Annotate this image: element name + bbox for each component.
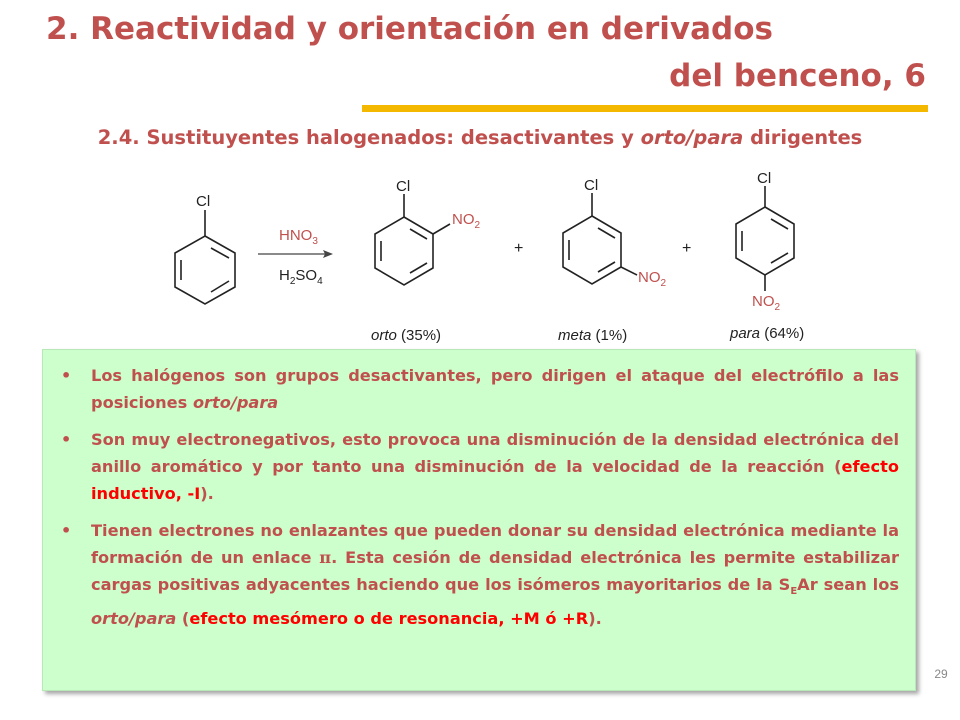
bullet-item-3 (53, 517, 899, 632)
bullet-marker: • (61, 521, 72, 540)
ortho-cl-label: Cl (396, 178, 411, 195)
bullet-2-text: Son muy electronegativos, esto provoca una disminución de la densidad electrónica del anillo aromático y por tanto una disminución de la velocidad de la reacción ( (91, 430, 899, 476)
page-number: 29 (934, 667, 948, 681)
slide-title-line-1: 2. Reactividad y orientación en derivados (46, 11, 773, 47)
bullet-3-italic: orto/para (91, 609, 177, 628)
meta-no2-label: $NO_2$ (638, 269, 667, 289)
bullet-1-text: Los halógenos son grupos desactivantes, pero dirigen el ataque del electrófilo a las posiciones (91, 366, 899, 412)
slide-subtitle (0, 126, 960, 149)
nitration-reaction-scheme (0, 160, 960, 350)
bullet-2-highlight: efecto inductivo, -I (91, 457, 899, 503)
bullet-marker: • (61, 366, 72, 385)
bullet-item-2 (53, 426, 899, 507)
title-underline-rule (362, 105, 928, 112)
bullet-3-end: ). (588, 609, 602, 628)
slide-title (40, 6, 930, 100)
reaction-arrow (258, 250, 333, 258)
bullet-item-1 (53, 362, 899, 416)
bullet-3-text-2: . Esta cesión de densidad electrónica les permite estabilizar cargas positivas adyacentes haciendo que los isómeros mayoritarios de la S (91, 548, 899, 594)
ortho-no2-label: $NO_2$ (452, 211, 481, 231)
bullet-1-italic: orto/para (192, 393, 279, 412)
para-product-structure (736, 186, 794, 291)
chlorobenzene-structure (175, 210, 235, 304)
ortho-product-structure (375, 194, 450, 285)
meta-product-structure (563, 193, 637, 284)
meta-cl-label: Cl (584, 177, 599, 194)
reagent-hno3: $HNO_3$ (279, 227, 318, 247)
meta-yield-label: meta (1%) (558, 327, 628, 344)
para-cl-label: Cl (757, 170, 772, 187)
bullet-marker: • (61, 430, 72, 449)
subtitle-italic: orto/para (640, 126, 744, 149)
para-yield-label: para (64%) (730, 325, 805, 342)
bullet-2-end: ). (200, 484, 214, 503)
para-no2-label: $NO_2$ (752, 293, 781, 313)
bullet-3-subscript: E (790, 586, 798, 597)
bullet-3-text-3: Ar sean los (797, 575, 899, 594)
bullet-3-text-4: ( (176, 609, 190, 628)
ortho-yield-label: orto (35%) (371, 327, 442, 344)
slide-title-line-2: del benceno, 6 (669, 58, 926, 94)
reagent-h2so4: $H_2SO_4$ (279, 267, 323, 287)
subtitle-suffix: dirigentes (743, 126, 863, 149)
subtitle-prefix: 2.4. Sustituyentes halogenados: desactivantes y (97, 126, 641, 149)
bullet-3-highlight: efecto mesómero o de resonancia, +M ó +R (189, 609, 589, 628)
content-box (42, 349, 916, 691)
plus-sign-2: + (682, 240, 692, 257)
bullet-3-text: Tienen electrones no enlazantes que pueden donar su densidad electrónica mediante la formación de un enlace (91, 521, 899, 567)
pi-symbol: π (319, 548, 332, 567)
bullet-list (43, 350, 915, 632)
reactant-cl-label: Cl (196, 193, 211, 210)
plus-sign-1: + (514, 240, 524, 257)
